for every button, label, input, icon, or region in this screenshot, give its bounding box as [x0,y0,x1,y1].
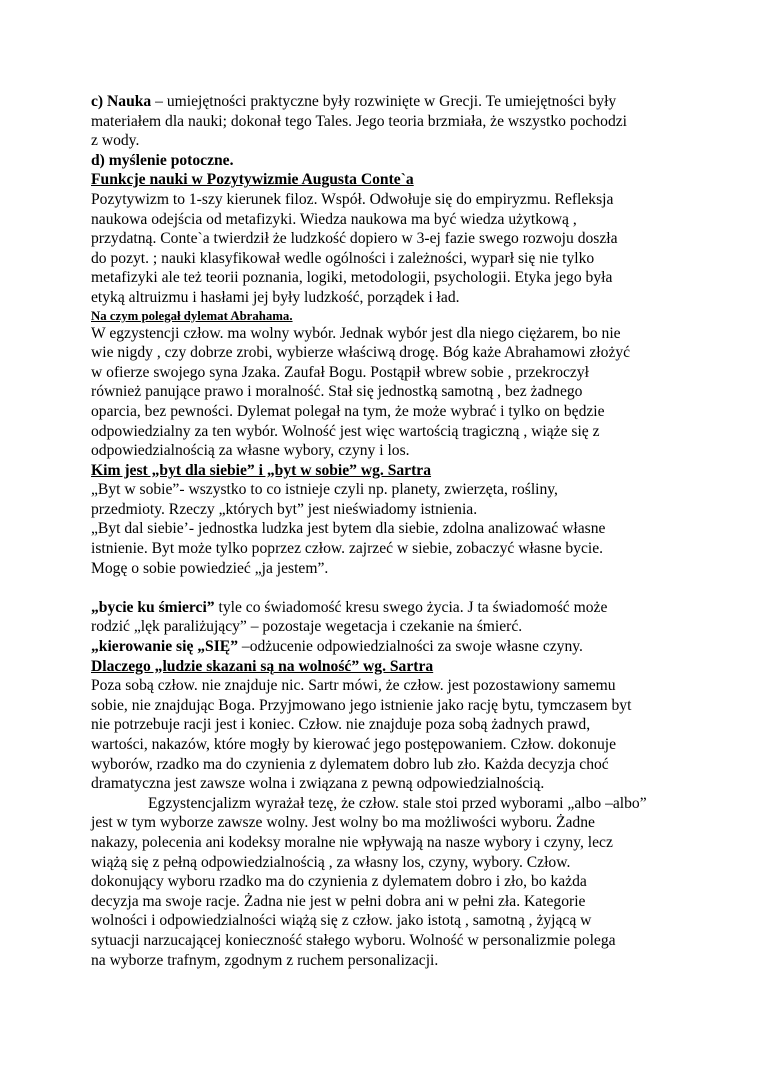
pozytywizm-line: naukowa odejścia od metafizyki. Wiedza naukowa ma być wiedza użytkową , [91,210,577,228]
egzystencjalizm-line: jest w tym wyborze zawsze wolny. Jest wolny bo ma możliwości wyboru. Żadne [91,814,595,832]
abraham-line: odpowiedzialnością za własne wybory, czyny i los. [91,442,410,460]
egzystencjalizm-line: dokonujący wyboru rzadko ma do czynienia z dylematem dobro i zło, bo każda [91,873,587,891]
dlaczego-line: dramatyczna jest zawsze wolna i związana z pewną odpowiedzialnością. [91,775,545,793]
abraham-line: W egzystencji człow. ma wolny wybór. Jednak wybór jest dla niego ciężarem, bo nie [91,324,621,342]
egzystencjalizm-line: nakazy, polecenia ani kodeksy moralne nie wpływają na nasze wybory i czyny, lecz [91,833,613,851]
egzystencjalizm-line: Egzystencjalizm wyrażał tezę, że człow. stale stoi przed wyborami „albo –albo” [148,794,647,812]
document-body [91,92,681,970]
nauka-label: c) Nauka [91,93,152,110]
abraham-line: wie nigdy , czy dobrze zrobi, wybierze właściwą drogę. Bóg każe Abrahamowi złożyć [91,344,631,362]
sartre-heading: Kim jest „byt dla siebie” i „byt w sobie” wg. Sartra [91,461,432,479]
sartre-line: Mogę o sobie powiedzieć „ja jestem”. [91,559,329,577]
abraham-line: w ofierze swojego syna Jzaka. Zaufał Bogu. Postąpił wbrew sobie , przekroczył [91,363,589,381]
sartre-line: istnienie. Byt może tylko poprzez człow. zajrzeć w siebie, zobaczyć własne bycie. [91,540,604,558]
kierowanie-paragraph [91,637,681,657]
egzystencjalizm-line: decyzja ma swoje racje. Żadna nie jest w pełni dobra ani w pełni zła. Kategorie [91,892,586,910]
abraham-line: oparcia, bez pewności. Dylemat polegał na tym, że może wybrać i tylko on będzie [91,402,605,420]
sartre-line: przedmioty. Rzeczy „których byt” jest nieświadomy istnienia. [91,500,478,518]
bycie-text-line: rodzić „lęk paraliżujący” – pozostaje wegetacja i czekanie na śmierć. [91,618,523,636]
kierowanie-label: „kierowanie się „SIĘ” [91,638,238,656]
nauka-text-line: materiałem dla nauki; dokonał tego Tales. Jego teoria brzmiała, że wszystko pochodzi [91,112,627,130]
pozytywizm-line: przydatną. Conte`a twierdził że ludzkość dopiero w 3-ej fazie swego rozwoju doszła [91,230,618,248]
sartre-line: „Byt dal siebie’- jednostka ludzka jest bytem dla siebie, zdolna analizować własne [91,520,606,538]
abraham-line: odpowiedzialny za ten wybór. Wolność jest więc wartością tragiczną , wiąże się z [91,422,600,440]
dlaczego-line: wartości, nakazów, które mogły by kierować jego postępowaniem. Człow. dokonuje [91,736,616,753]
nauka-paragraph-line-1 [91,92,681,112]
egzystencjalizm-line: wolności i odpowiedzialności wiążą się z człow. jako istotą , samotną , żyjącą w [91,912,592,930]
pozytywizm-line: do pozyt. ; nauki klasyfikował wedle ogólności i zależności, wyparł się nie tylko [91,249,595,267]
pozytywizm-line: metafizyki ale też teorii poznania, logiki, metodologii, psychologii. Etyka jego była [91,269,613,287]
nauka-text-line: – umiejętności praktyczne były rozwinięte w Grecji. Te umiejętności były [151,93,617,110]
dlaczego-line: wyborów, rzadko ma do czynienia z dylematem dobro lub zło. Każda decyzja choć [91,755,609,773]
dlaczego-line: sobie, nie znajdując Boga. Przyjmowano jego istnienie jako rację bytu, tymczasem byt [91,696,632,714]
pozytywizm-line: etyką altruizmu i hasłami jej były ludzkość, porządek i ład. [91,288,460,306]
bycie-text-line: tyle co świadomość kresu swego życia. J ta świadomość może [214,598,608,616]
dlaczego-line: nie potrzebuje racji jest i koniec. Człow. nie znajduje poza sobą żadnych prawd, [91,716,591,734]
pozytywizm-line: Pozytywizm to 1-szy kierunek filoz. Współ. Odwołuje się do empiryzmu. Refleksja [91,190,614,208]
nauka-text-line: z wody. [91,132,140,150]
bycie-label: „bycie ku śmierci” [91,598,215,616]
egzystencjalizm-line: sytuacji narzucającej konieczność stałego wyboru. Wolność w personalizmie polega [91,931,616,949]
egzystencjalizm-line: wiążą się z pełną odpowiedzialnością , za własny los, czyny, wybory. Człow. [91,853,571,871]
sartre-line: „Byt w sobie”- wszystko to co istnieje czyli np. planety, zwierzęta, rośliny, [91,481,558,499]
blank-line [91,578,681,598]
abraham-heading: Na czym polegał dylemat Abrahama. [91,308,293,323]
abraham-line: również panujące prawo i moralność. Stał się jednostką samotną , bez żadnego [91,383,583,401]
dlaczego-heading: Dlaczego „ludzie skazani są na wolność” wg. Sartra [91,657,434,675]
egzystencjalizm-line: na wyborze trafnym, zgodnym z ruchem personalizacji. [91,951,439,969]
funkcje-heading: Funkcje nauki w Pozytywizmie Augusta Conte`a [91,171,414,189]
myslenie-heading: d) myślenie potoczne. [91,151,234,169]
bycie-paragraph-line-1 [91,598,681,618]
kierowanie-text: –odżucenie odpowiedzialności za swoje własne czyny. [238,638,583,656]
dlaczego-line: Poza sobą człow. nie znajduje nic. Sartr mówi, że człow. jest pozostawiony samemu [91,677,616,695]
